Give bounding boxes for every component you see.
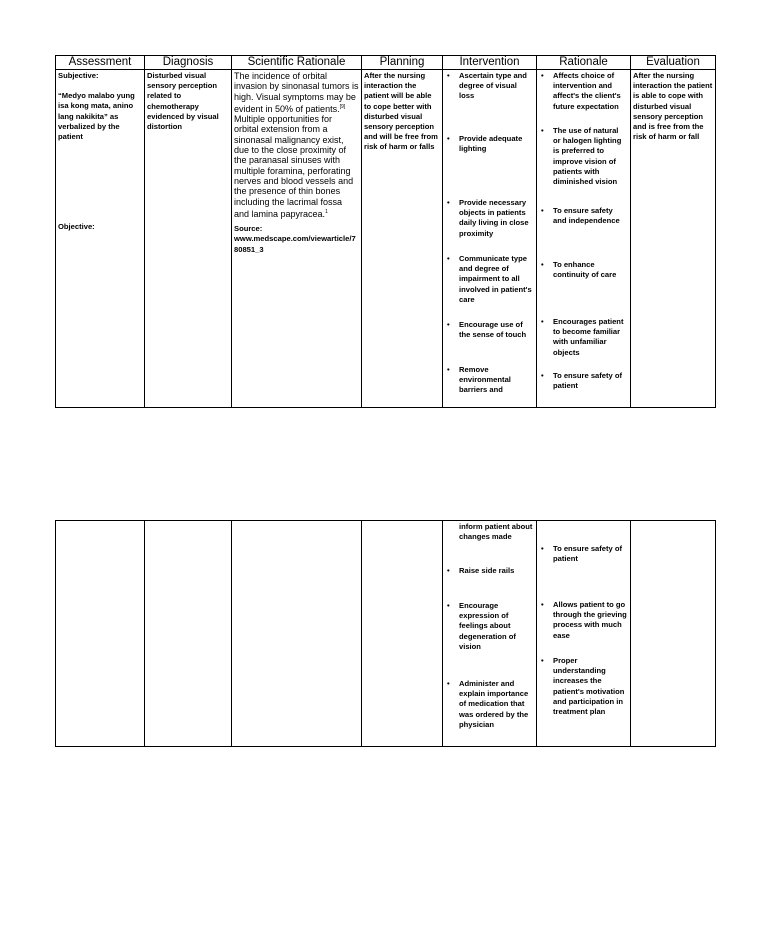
rationale-item: • The use of natural or halogen lighting is preferred to improve vision of patients with diminished vision [539, 126, 628, 206]
intervention-item: • Encourage expression of feelings about degeneration of vision [445, 601, 534, 679]
intervention-continuation: inform patient about changes made [459, 522, 533, 542]
intervention-item: • Communicate type and degree of impairment to all involved in patient's care [445, 254, 534, 320]
header-scientific-rationale: Scientific Rationale [232, 56, 362, 70]
evaluation-cell [631, 70, 716, 408]
intervention-item: • Administer and explain importance of medication that was ordered by the physician [445, 679, 534, 730]
rationale-item: • To ensure safety of patient [539, 371, 628, 391]
care-plan-table-page2 [55, 520, 716, 747]
intervention-item: • Provide necessary objects in patients daily living in close proximity [445, 198, 534, 254]
rationale-item: • To ensure safety of patient [539, 544, 628, 600]
rationale-item: • Affects choice of intervention and affect's the client's future expectation [539, 71, 628, 126]
intervention-cell-cont [443, 521, 537, 747]
header-planning: Planning [362, 56, 443, 70]
planning-cell-cont [362, 521, 443, 747]
assessment-cell-cont [56, 521, 145, 747]
rationale-item: • Encourages patient to become familiar with unfamiliar objects [539, 317, 628, 371]
intervention-list [445, 71, 534, 396]
assessment-cell [56, 70, 145, 408]
subjective-text: “Medyo malabo yung isa kong mata, anino lang nakikita” as verbalized by the patient [58, 91, 135, 142]
header-diagnosis: Diagnosis [145, 56, 232, 70]
diagnosis-text: Disturbed visual sensory perception related to chemotherapy evidenced by visual distortion [147, 71, 219, 132]
rationale-item: • Allows patient to go through the grieving process with much ease [539, 600, 628, 656]
continuation-row [56, 521, 716, 747]
diagnosis-cell-cont [145, 521, 232, 747]
header-row [56, 56, 716, 70]
source-url: www.medscape.com/viewarticle/780851_3 [234, 234, 356, 254]
scientific-rationale-cell-cont [232, 521, 362, 747]
intervention-item: • Raise side rails [445, 566, 534, 601]
header-rationale: Rationale [537, 56, 631, 70]
source-label: Source: [234, 224, 263, 234]
intervention-item: • Remove environmental barriers and [445, 365, 534, 396]
scientific-rationale-cell [232, 70, 362, 408]
rationale-item: • Proper understanding increases the patient's motivation and participation in treatment plan [539, 656, 628, 717]
rationale-item: • To ensure safety and independence [539, 206, 628, 260]
header-intervention: Intervention [443, 56, 537, 70]
intervention-item: • Provide adequate lighting [445, 134, 534, 198]
header-evaluation: Evaluation [631, 56, 716, 70]
content-row [56, 70, 716, 408]
rationale-cell-cont [537, 521, 631, 747]
rationale-item: • To enhance continuity of care [539, 260, 628, 317]
intervention-cell [443, 70, 537, 408]
header-assessment: Assessment [56, 56, 145, 70]
rationale-list [539, 71, 628, 391]
rationale-cell [537, 70, 631, 408]
care-plan-table-page1 [55, 55, 716, 408]
scientific-rationale-text: The incidence of orbital invasion by sinonasal tumors is high. Visual symptoms may be evident in 50% of patients.[9] Multiple opportunities for orbital extension from a sinonasal malignancy exist, due to the close proximity of the paranasal sinuses with multiple foramina, perforating nerves and blood vessels and the presence of thin bones including the lacrimal fossa and lamina papyracea.$^1$ [234, 71, 359, 219]
subjective-label: Subjective: [58, 71, 99, 80]
evaluation-cell-cont [631, 521, 716, 747]
intervention-list-cont [445, 566, 534, 730]
rationale-list-cont [539, 544, 628, 717]
objective-label: Objective: [58, 222, 95, 232]
planning-text: After the nursing interaction the patient will be able to cope better with disturbed visual sensory perception and will be free from risk of harm or falls [364, 71, 438, 152]
intervention-item: • Ascertain type and degree of visual loss [445, 71, 534, 134]
diagnosis-cell [145, 70, 232, 408]
planning-cell [362, 70, 443, 408]
evaluation-text: After the nursing interaction the patient is able to cope with disturbed visual sensory perception and is free from the risk of harm or fall [633, 71, 713, 142]
intervention-item: • Encourage use of the sense of touch [445, 320, 534, 365]
